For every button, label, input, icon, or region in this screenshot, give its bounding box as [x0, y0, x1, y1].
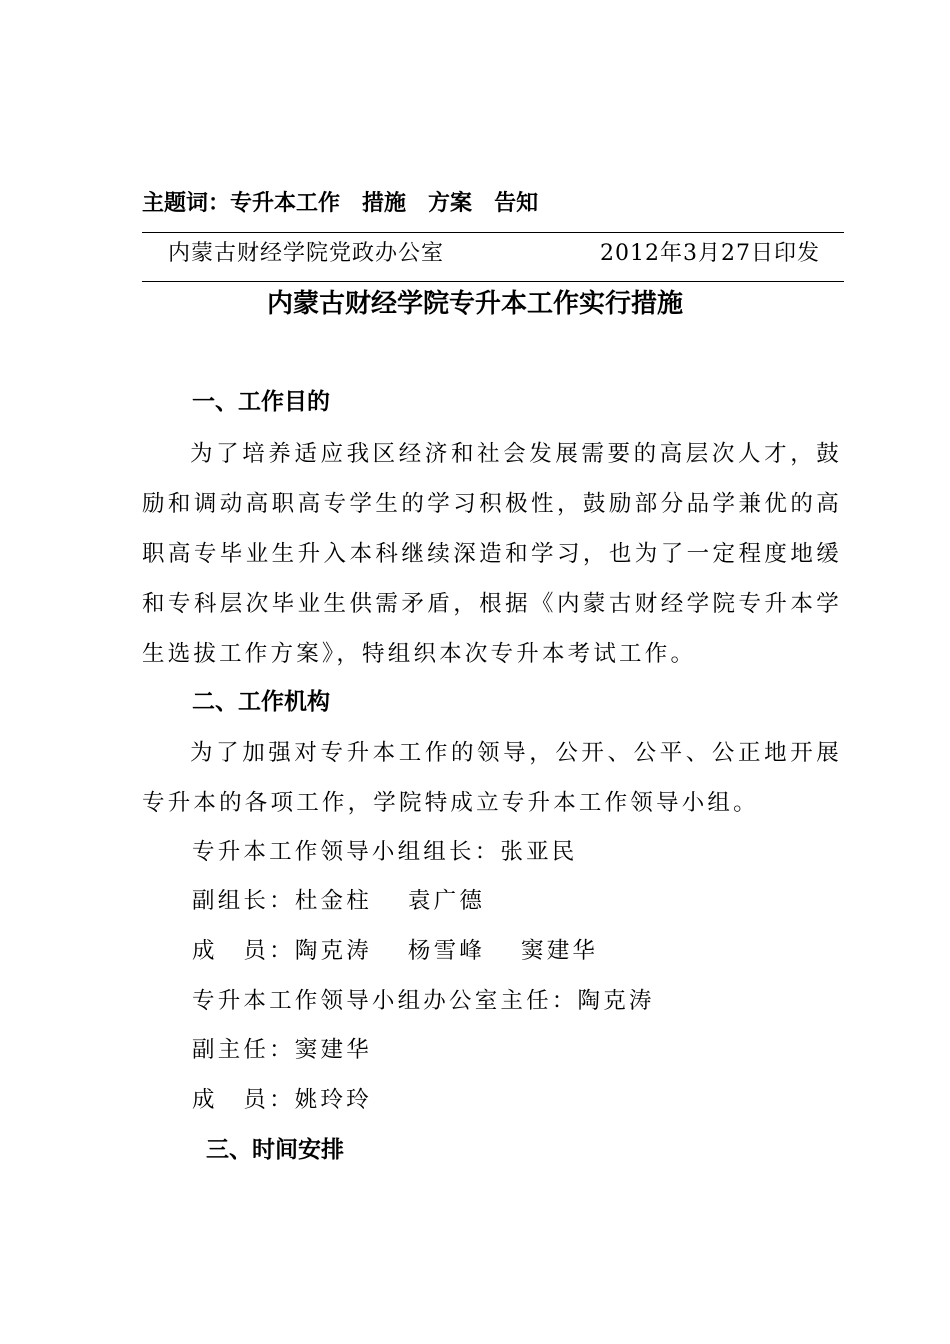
divider-top — [142, 232, 844, 233]
section-heading-1: 一、工作目的 — [192, 389, 330, 415]
section-paragraph-2: 为了加强对专升本工作的领导，公开、公平、公正地开展专升本的各项工作，学院特成立专升本工作领导小组。 — [142, 740, 842, 816]
members-line — [192, 935, 598, 967]
keyword: 告知 — [494, 191, 539, 216]
office-deputy-line: 副主任：窦建华 — [192, 1037, 372, 1063]
section-heading-3: 三、时间安排 — [206, 1137, 344, 1163]
office-members-line: 成 员：姚玲玲 — [192, 1087, 372, 1113]
person-name: 陶克涛 — [294, 938, 372, 964]
keywords-label: 主题词： — [142, 191, 231, 216]
person-name: 窦建华 — [521, 938, 599, 964]
deputy-leaders-line — [192, 885, 485, 917]
members-label: 成 员： — [192, 938, 295, 964]
keyword: 方案 — [428, 191, 473, 216]
keyword: 专升本工作 — [230, 191, 341, 216]
issuing-office: 内蒙古财经学院党政办公室 — [168, 241, 445, 266]
person-name: 杨雪峰 — [407, 938, 486, 964]
leader-line: 专升本工作领导小组组长：张亚民 — [192, 839, 578, 865]
document-title: 内蒙古财经学院专升本工作实行措施 — [266, 289, 683, 319]
section-paragraph-1: 为了培养适应我区经济和社会发展需要的高层次人才，鼓励和调动高职高专学生的学习积极性，鼓励部分品学兼优的高职高专毕业生升入本科继续深造和学习，也为了一定程度地缓和专科层次毕业生供需矛盾，根据《内蒙古财经学院专升本学生选拔工作方案》，特组织本次专升本考试工作。 — [142, 441, 842, 667]
keyword: 措施 — [362, 191, 407, 216]
deputy-label: 副组长： — [192, 888, 295, 914]
section-heading-2: 二、工作机构 — [192, 689, 330, 715]
person-name: 袁广德 — [407, 888, 486, 914]
office-director-line: 专升本工作领导小组办公室主任：陶克涛 — [192, 988, 655, 1014]
print-date: 2012年3月27日印发 — [600, 241, 820, 266]
divider-bottom — [142, 281, 844, 282]
person-name: 杜金柱 — [294, 888, 372, 914]
subject-keywords — [142, 188, 538, 220]
